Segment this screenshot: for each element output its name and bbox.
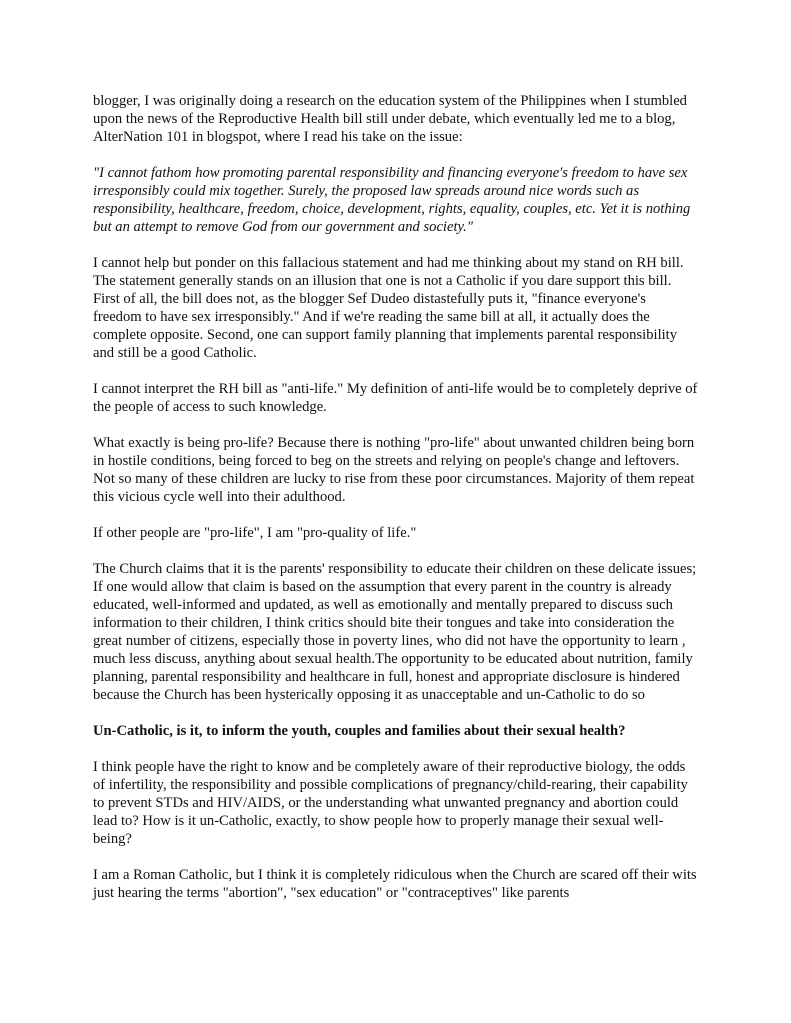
paragraph-intro: blogger, I was originally doing a research on the education system of the Philippines when I stumbled upon the news of the Reproductive Health bill still under debate, which eventually led me to a blog, AlterNation 101 in blogspot, where I read his take on the issue:	[93, 93, 687, 145]
paragraph-pro-life: What exactly is being pro-life? Because there is nothing "pro-life" about unwanted children being born in hostile conditions, being forced to beg on the streets and relying on people's change and leftovers. Not so many of these children are lucky to rise from these poor circumstances. Majority of them repeat this vicious cycle well into their adulthood.	[93, 435, 695, 505]
paragraph-roman-catholic: I am a Roman Catholic, but I think it is completely ridiculous when the Church are scared off their wits just hearing the terms "abortion", "sex education" or "contraceptives" like parents	[93, 867, 697, 901]
blockquote-blogger: "I cannot fathom how promoting parental responsibility and financing everyone's freedom to have sex irresponsibly could mix together. Surely, the proposed law spreads around nice words such as responsibility, healthcare, freedom, choice, development, rights, equality, couples, etc. Yet it is nothing but an attempt to remove God from our government and society."	[93, 165, 691, 235]
paragraph-church-claims: The Church claims that it is the parents' responsibility to educate their children on these delicate issues; If one would allow that claim is based on the assumption that every parent in the country is already educated, well-informed and updated, as well as emotionally and mentally prepared to discuss such information to their children, I think critics should bite their tongues and take into consideration the great number of citizens, especially those in poverty lines, who did not have the opportunity to learn , much less discuss, anything about sexual health.The opportunity to be educated about nutrition, family planning, parental responsibility and healthcare in full, honest and appropriate disclosure is hindered because the Church has been hysterically opposing it as unacceptable and un-Catholic to do so	[93, 561, 697, 703]
document-page	[93, 92, 698, 920]
paragraph-quality-of-life: If other people are "pro-life", I am "pro-quality of life."	[93, 525, 417, 541]
paragraph-anti-life: I cannot interpret the RH bill as "anti-life." My definition of anti-life would be to completely deprive of the people of access to such knowledge.	[93, 381, 698, 415]
section-heading: Un-Catholic, is it, to inform the youth, couples and families about their sexual health?	[93, 723, 626, 739]
paragraph-response: I cannot help but ponder on this fallacious statement and had me thinking about my stand on RH bill. The statement generally stands on an illusion that one is not a Catholic if you dare support this bill. First of all, the bill does not, as the blogger Sef Dudeo distastefully puts it, "finance everyone's freedom to have sex irresponsibly." And if we're reading the same bill at all, it actually does the complete opposite. Second, one can support family planning that implements parental responsibility and still be a good Catholic.	[93, 255, 684, 361]
paragraph-right-to-know: I think people have the right to know and be completely aware of their reproductive biology, the odds of infertility, the responsibility and possible complications of pregnancy/child-rearing, their capability to prevent STDs and HIV/AIDS, or the understanding what unwanted pregnancy and abortion could lead to? How is it un-Catholic, exactly, to show people how to properly manage their sexual well-being?	[93, 759, 688, 847]
